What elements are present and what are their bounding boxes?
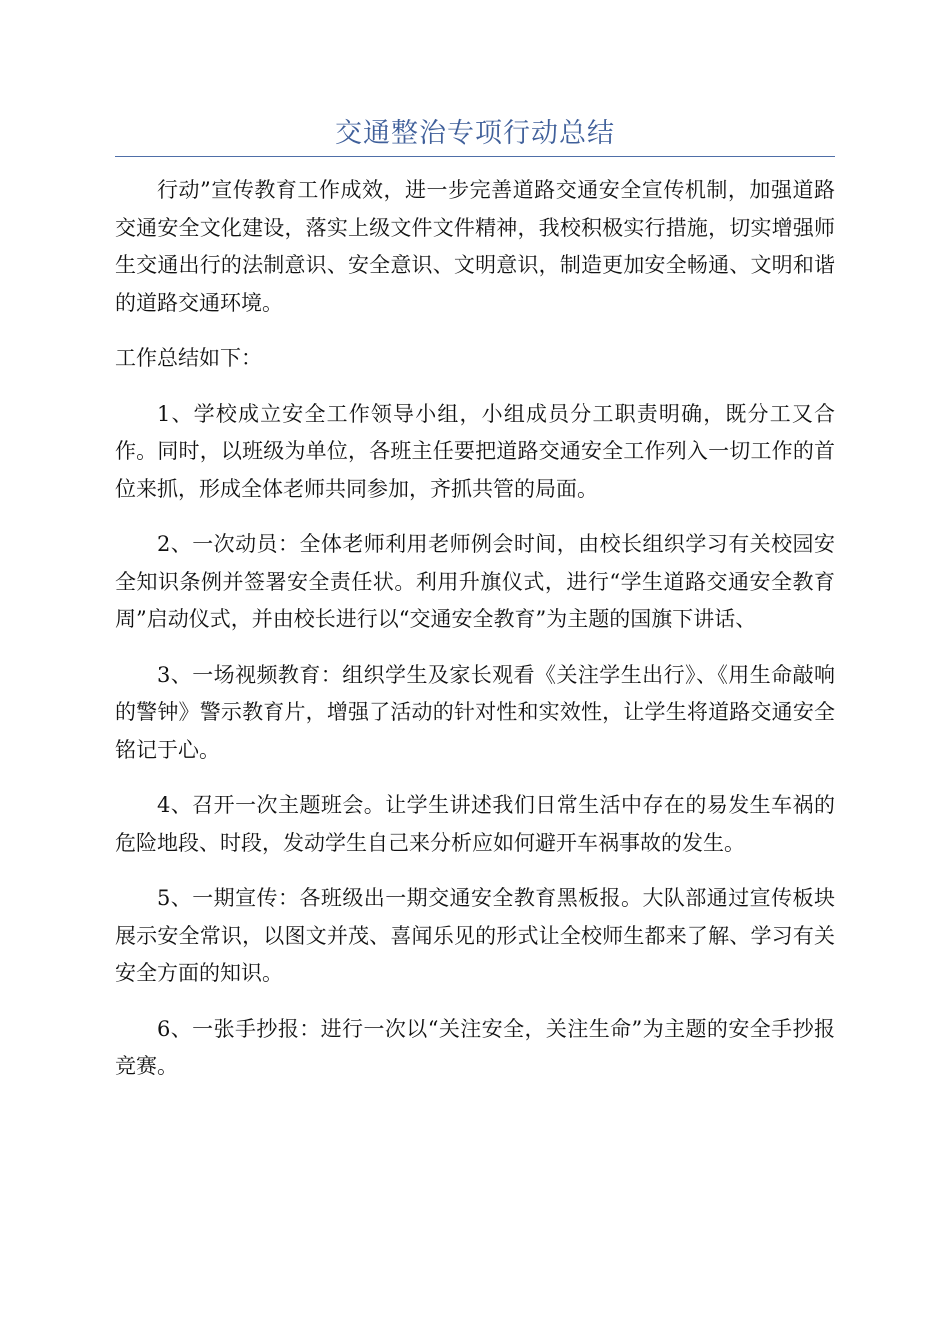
paragraph-item-4: 4、召开一次主题班会。让学生讲述我们日常生活中存在的易发生车祸的危险地段、时段，发动学生自己来分析应如何避开车祸事故的发生。: [115, 793, 835, 855]
paragraph-item-1: 1、学校成立安全工作领导小组，小组成员分工职责明确，既分工又合作。同时，以班级为单位，各班主任要把道路交通安全工作列入一切工作的首位来抓，形成全体老师共同参加，齐抓共管的局面。: [115, 401, 835, 501]
paragraph-item-2: 2、一次动员：全体老师利用老师例会时间，由校长组织学习有关校园安全知识条例并签署安全责任状。利用升旗仪式，进行“学生道路交通安全教育周”启动仪式，并由校长进行以“交通安全教育”为主题的国旗下讲话、: [115, 532, 835, 631]
document-body: [115, 172, 835, 1104]
document-title: 交通整治专项行动总结: [335, 118, 615, 149]
title-block: [115, 112, 835, 157]
paragraph-item-3: 3、一场视频教育：组织学生及家长观看《关注学生出行》、《用生命敲响的警钟》警示教育片，增强了活动的针对性和实效性，让学生将道路交通安全铭记于心。: [115, 662, 835, 762]
paragraph-intro: 行动”宣传教育工作成效，进一步完善道路交通安全宣传机制，加强道路交通安全文化建设，落实上级文件文件精神，我校积极实行措施，切实增强师生交通出行的法制意识、安全意识、文明意识，制造更加安全畅通、文明和谐的道路交通环境。: [115, 178, 835, 315]
paragraph-item-6: 6、一张手抄报：进行一次以“关注安全，关注生命”为主题的安全手抄报竞赛。: [115, 1016, 835, 1078]
paragraph-summary-heading: 工作总结如下：: [115, 346, 262, 370]
paragraph-item-5: 5、一期宣传：各班级出一期交通安全教育黑板报。大队部通过宣传板块展示安全常识，以图文并茂、喜闻乐见的形式让全校师生都来了解、学习有关安全方面的知识。: [115, 886, 835, 985]
